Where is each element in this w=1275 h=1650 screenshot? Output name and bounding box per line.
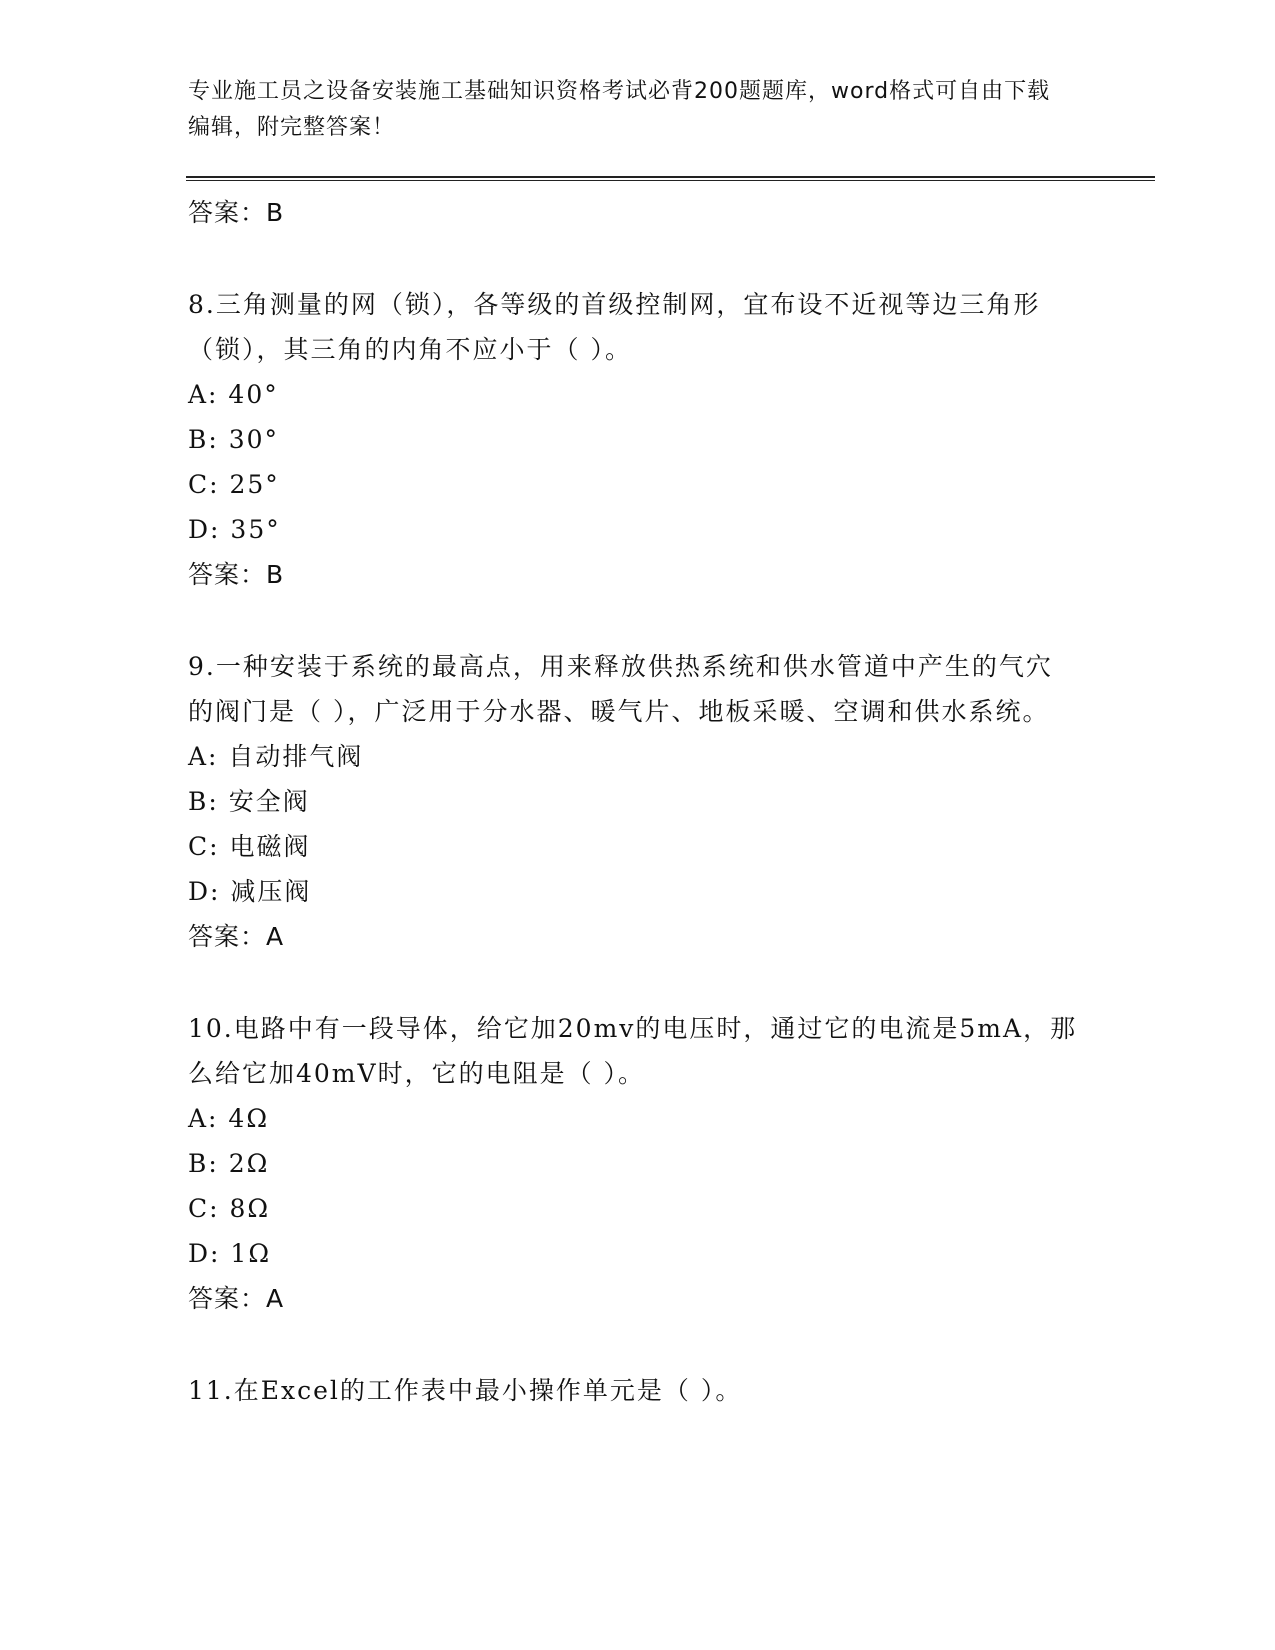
question-stem: 10.电路中有一段导体，给它加20mv的电压时，通过它的电流是5mA，那么给它加40mV时，它的电阻是（ ）。 <box>188 1014 1078 1088</box>
option-b: B: 2Ω <box>188 1149 270 1178</box>
page-header-title: 专业施工员之设备安装施工基础知识资格考试必背200题题库，word格式可自由下载编辑，附完整答案！ <box>188 79 1051 140</box>
answer-line: 答案：B <box>188 560 285 589</box>
option-c: C: 电磁阀 <box>188 832 311 861</box>
option-d: D: 35° <box>188 515 281 544</box>
option-d: D: 减压阀 <box>188 877 312 906</box>
question-9 <box>188 644 1088 959</box>
question-stem: 8.三角测量的网（锁），各等级的首级控制网，宜布设不近视等边三角形（锁），其三角的内角不应小于（ ）。 <box>188 290 1041 364</box>
question-stem: 9.一种安装于系统的最高点，用来释放供热系统和供水管道中产生的气穴的阀门是（ ），广泛用于分水器、暖气片、地板采暖、空调和供水系统。 <box>188 652 1053 726</box>
option-b: B: 30° <box>188 425 280 454</box>
answer-line: 答案：A <box>188 1284 285 1313</box>
option-c: C: 25° <box>188 470 280 499</box>
option-d: D: 1Ω <box>188 1239 272 1268</box>
option-a: A: 4Ω <box>188 1104 270 1133</box>
answer-line: 答案：A <box>188 922 285 951</box>
question-stem: 11.在Excel的工作表中最小操作单元是（ ）。 <box>188 1376 743 1405</box>
option-a: A: 40° <box>188 380 279 409</box>
question-11 <box>188 1368 1088 1413</box>
header-divider <box>186 176 1155 181</box>
option-b: B: 安全阀 <box>188 787 310 816</box>
question-8 <box>188 282 1088 597</box>
answer-line: 答案：B <box>188 198 285 227</box>
option-c: C: 8Ω <box>188 1194 271 1223</box>
option-a: A: 自动排气阀 <box>188 742 364 771</box>
document-body <box>188 190 1088 1413</box>
question-10 <box>188 1006 1088 1321</box>
